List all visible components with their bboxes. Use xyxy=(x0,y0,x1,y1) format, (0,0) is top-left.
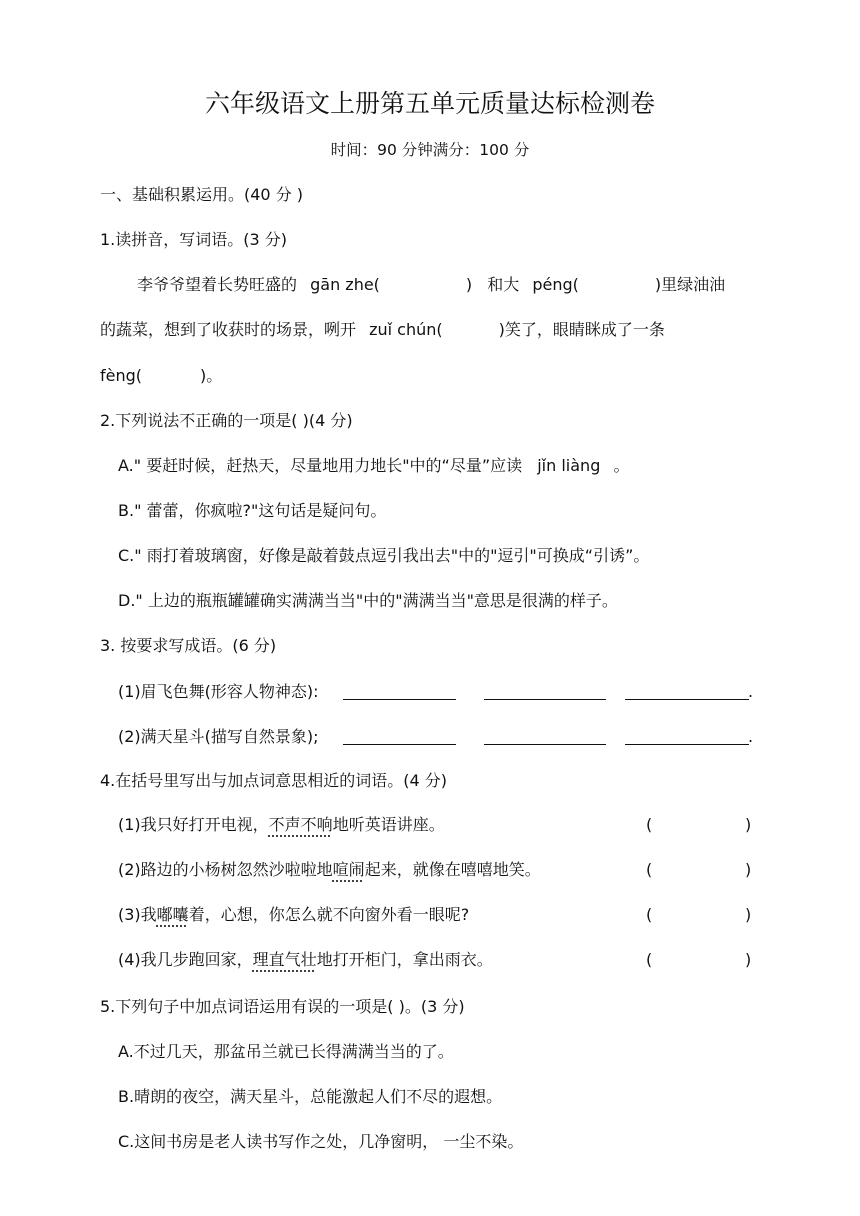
q4-item-1 xyxy=(118,815,445,835)
q3-item-2: (2)满天星斗(描写自然景象); xyxy=(118,727,319,746)
option-c: C.这间书房是老人读书写作之处，几净窗明， 一尘不染。 xyxy=(118,1132,524,1151)
answer-right-paren: ) xyxy=(745,860,752,879)
answer-line[interactable] xyxy=(343,727,456,745)
item-text: 起来，就像在嘻嘻地笑。 xyxy=(364,860,541,879)
answer-right-paren: ) xyxy=(745,905,752,924)
option-end: 。 xyxy=(613,456,630,475)
option-a: A.不过几天，那盆吊兰就已长得满满当当的了。 xyxy=(118,1042,454,1061)
answer-right-paren: ) xyxy=(745,815,752,834)
option-d: D." 上边的瓶瓶罐罐确实满满当当"中的"满满当当"意思是很满的样子。 xyxy=(118,591,618,610)
section-heading: 一、基础积累运用。(40 分 ) xyxy=(100,185,304,204)
answer-left-paren: ( xyxy=(646,950,653,969)
option-b: B.晴朗的夜空，满天星斗，总能激起人们不尽的遐想。 xyxy=(118,1087,503,1106)
item-text: 着，心想，你怎么就不向窗外看一眼呢? xyxy=(188,905,470,924)
answer-right-paren: ) xyxy=(745,950,752,969)
dotted-word: 不声不响 xyxy=(268,815,333,834)
question-1-heading: 1.读拼音，写词语。(3 分) xyxy=(100,230,288,249)
q1-text: 李爷爷望着长势旺盛的 xyxy=(137,275,298,294)
q1-text: 的蔬菜，想到了收获时的场景，咧开 xyxy=(100,320,357,339)
pinyin: jǐn liàng xyxy=(537,456,601,475)
option-c: C." 雨打着玻璃窗，好像是敲着鼓点逗引我出去"中的"逗引"可换成“引诱”。 xyxy=(118,546,650,565)
q3-item-1: (1)眉飞色舞(形容人物神态): xyxy=(118,682,319,701)
answer-line[interactable] xyxy=(343,682,456,700)
answer-line[interactable] xyxy=(625,682,749,700)
answer-line[interactable] xyxy=(625,727,749,745)
line-end: . xyxy=(748,727,754,746)
page-title: 六年级语文上册第五单元质量达标检测卷 xyxy=(204,89,655,118)
answer-line[interactable] xyxy=(484,727,606,745)
answer-left-paren: ( xyxy=(646,860,653,879)
line-end: . xyxy=(748,682,754,701)
pinyin-4: fèng( xyxy=(100,366,143,385)
dotted-word: 嘟囔 xyxy=(156,905,189,924)
question-5-heading: 5.下列句子中加点词语运用有误的一项是( )。(3 分) xyxy=(100,997,465,1016)
pinyin-3: zuǐ chún( xyxy=(369,320,443,339)
item-text: (1)我只好打开电视， xyxy=(118,815,269,834)
item-text: 地听英语讲座。 xyxy=(332,815,445,834)
dotted-word: 理直气壮 xyxy=(252,950,317,969)
item-text: 地打开柜门，拿出雨衣。 xyxy=(316,950,493,969)
answer-left-paren: ( xyxy=(646,905,653,924)
exam-info: 时间：90 分钟满分：100 分 xyxy=(330,141,530,159)
question-2-heading: 2.下列说法不正确的一项是( )(4 分) xyxy=(100,411,353,430)
answer-left-paren: ( xyxy=(646,815,653,834)
q4-item-3 xyxy=(118,905,469,925)
question-1-line-3 xyxy=(100,366,222,386)
question-3-heading: 3. 按要求写成语。(6 分) xyxy=(100,636,277,655)
option-a xyxy=(118,456,629,476)
pinyin-1: gān zhe( xyxy=(310,275,380,294)
q4-item-4 xyxy=(118,950,493,970)
q1-text: )笑了，眼睛眯成了一条 xyxy=(498,320,665,339)
question-1-line-2 xyxy=(100,320,665,340)
q4-item-2 xyxy=(118,860,541,880)
answer-line[interactable] xyxy=(484,682,606,700)
option-b: B." 蕾蕾，你疯啦?"这句话是疑问句。 xyxy=(118,501,387,520)
item-text: (4)我几步跑回家， xyxy=(118,950,253,969)
q1-text: 和大 xyxy=(487,275,520,294)
item-text: (2)路边的小杨树忽然沙啦啦地 xyxy=(118,860,333,879)
q1-text: )里绿油油 xyxy=(654,275,726,294)
close-paren: ) xyxy=(465,275,473,294)
q1-text: )。 xyxy=(200,366,223,385)
option-text: A." 要赶时候，赶热天，尽量地用力地长"中的“尽量”应读 xyxy=(118,456,523,475)
item-text: (3)我 xyxy=(118,905,157,924)
pinyin-2: péng( xyxy=(532,275,579,294)
question-1-line-1 xyxy=(137,275,725,295)
question-4-heading: 4.在括号里写出与加点词意思相近的词语。(4 分) xyxy=(100,771,448,790)
dotted-word: 喧闹 xyxy=(332,860,365,879)
